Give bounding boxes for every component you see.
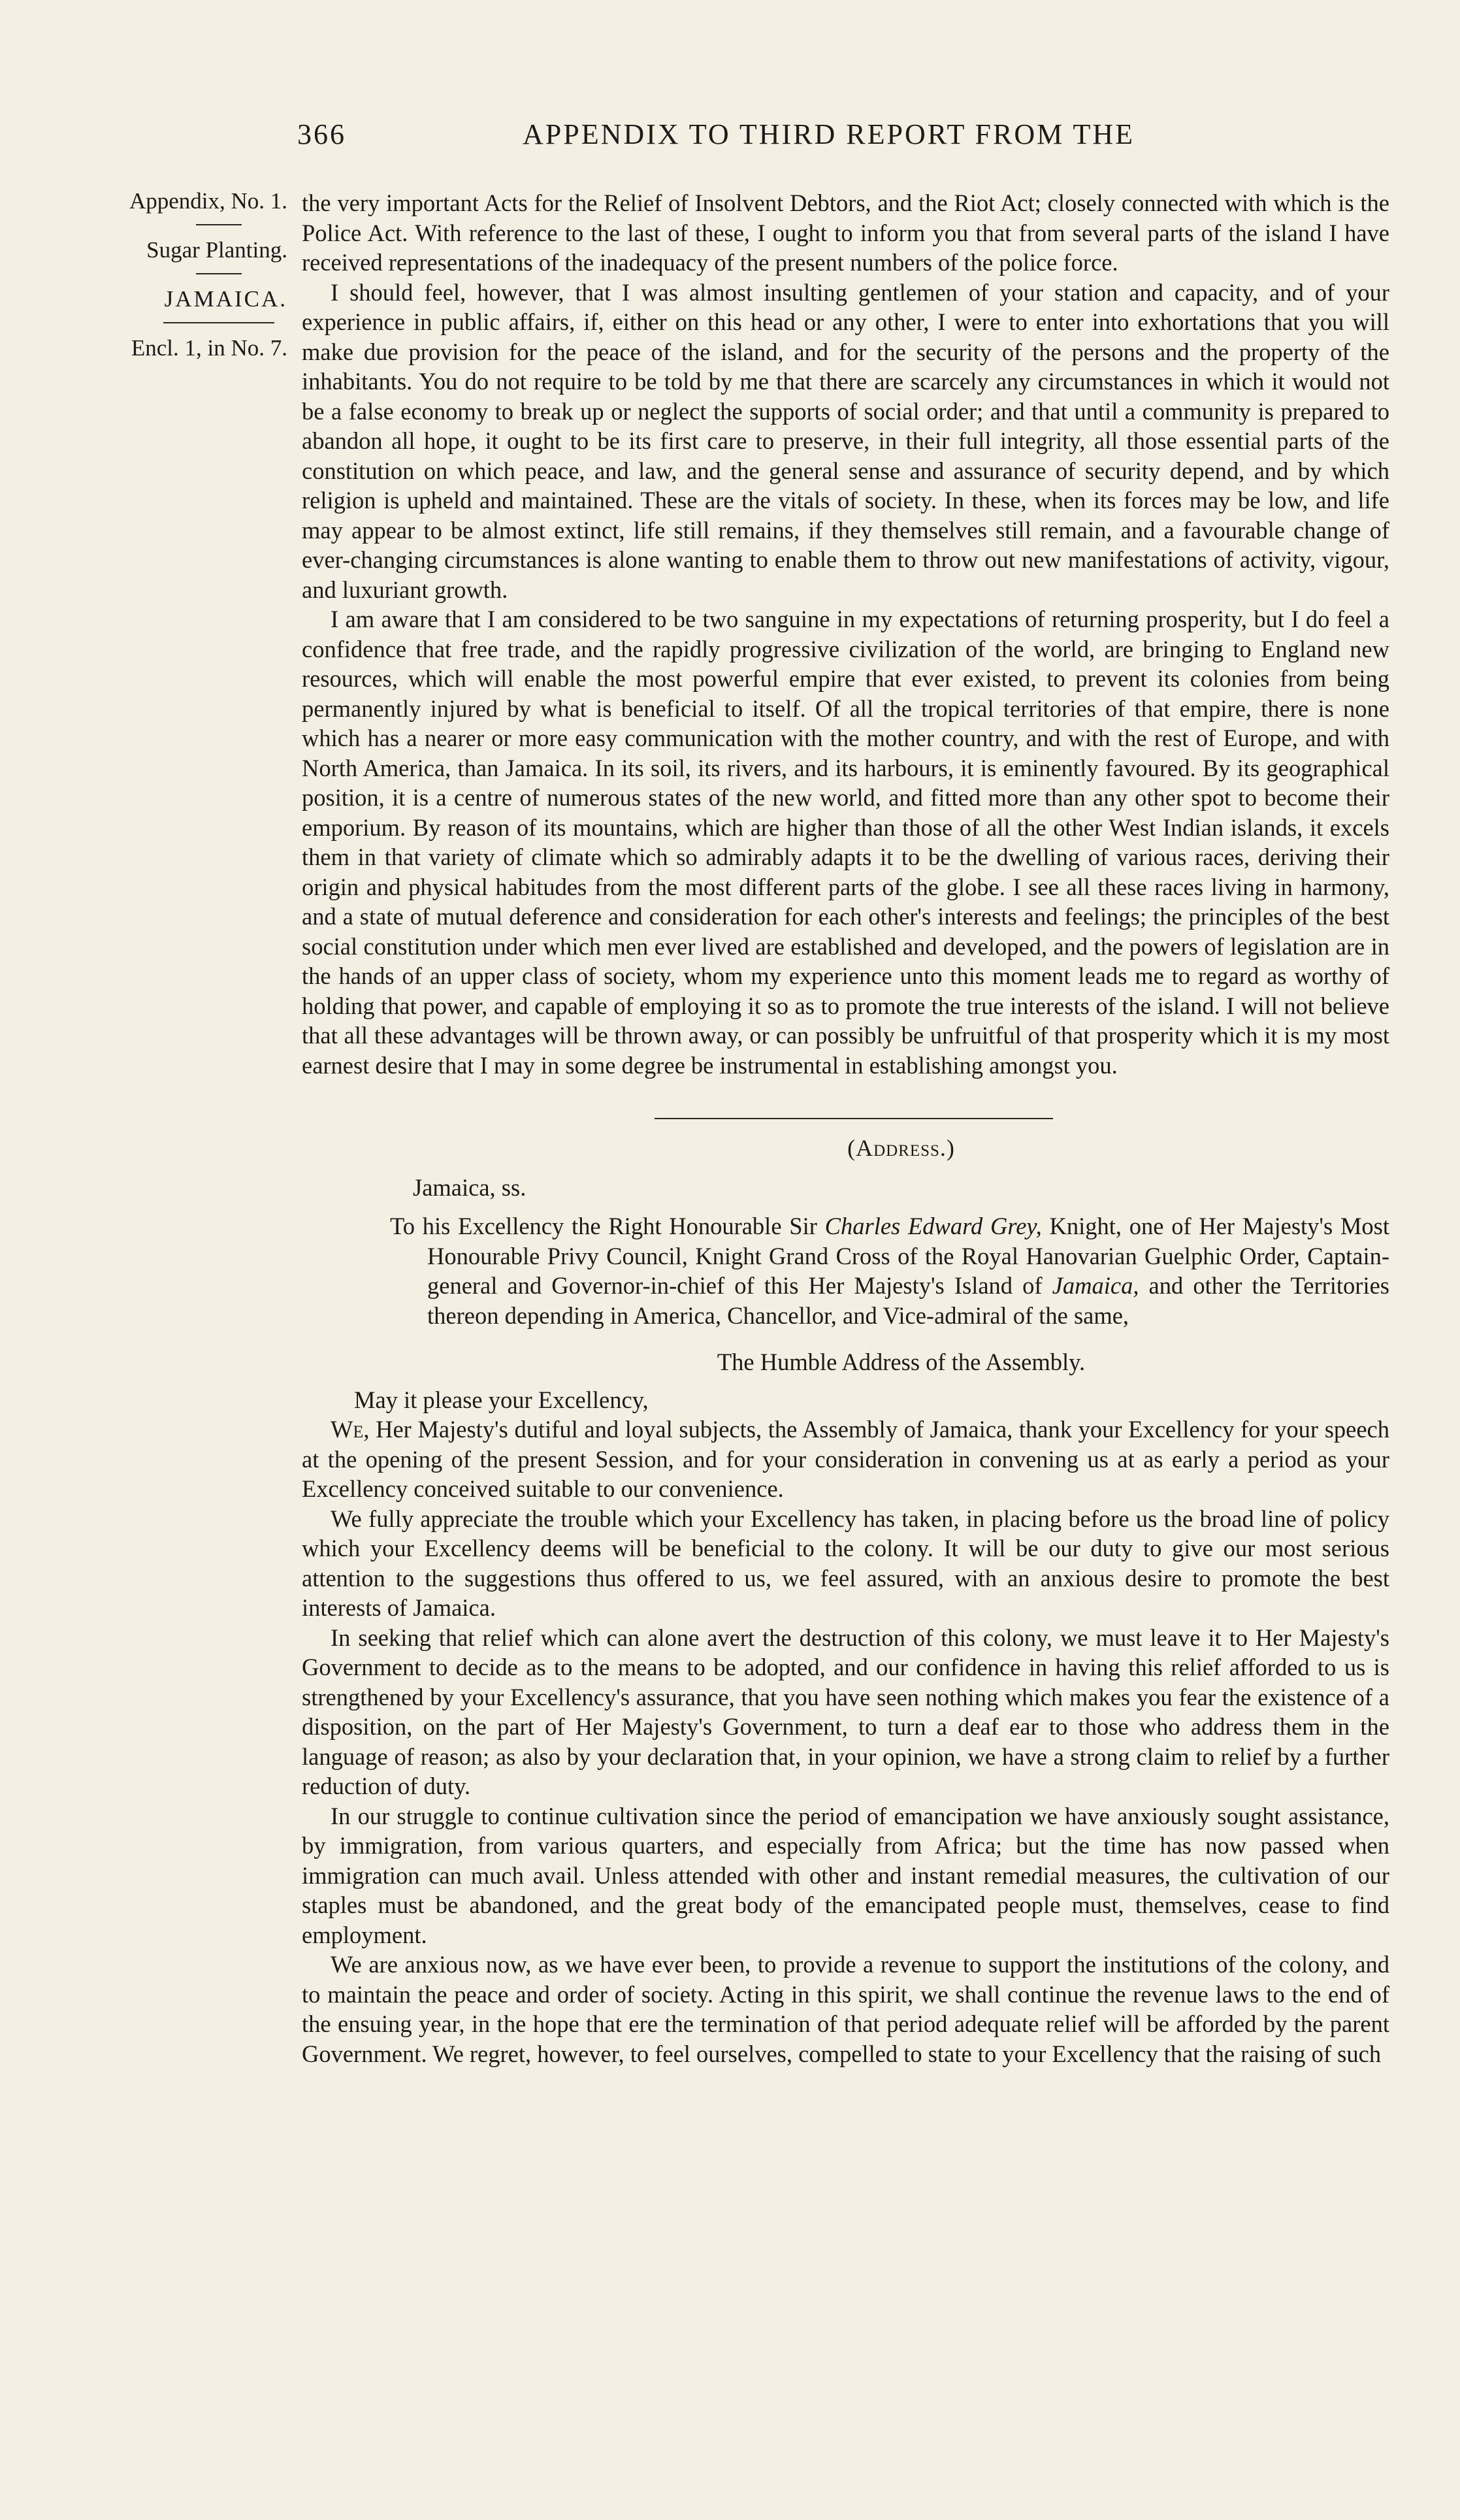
address-recipient: To his Excellency the Right Honourable Sir Charles Edward Grey, Knight, one of Her Majesty's Most Honourable Privy Council, Knight Grand Cross of the Royal Hanovarian Guelphic Order, Captain-general and Governor-in-chief of this Her Majesty's Island of Jamaica, and other the Territories thereon depending in America, Chancellor, and Vice-admiral of the same,: [390, 1213, 1390, 1329]
salutation: May it please your Excellency,: [354, 1386, 649, 1413]
paragraph: I am aware that I am considered to be two sanguine in my expectations of returning prosperity, but I do feel a confidence that free trade, and the rapidly progressive civilization of the world, are bringing to England new resources, which will enable the most powerful empire that ever existed, to prevent its colonies from being permanently injured by what is beneficial to itself. Of all the tropical territories of that empire, there is none which has a nearer or more easy communication with the mother country, and with the rest of Europe, and with North America, than Jamaica. In its soil, its rivers, and its harbours, it is eminently favoured. By its geographical position, it is a centre of numerous states of the new world, and fitted more than any other spot to become their emporium. By reason of its mountains, which are higher than those of all the other West Indian islands, it excels them in that variety of climate which so admirably adapts it to be the dwelling of various races, deriving their origin and physical habitudes from the most different parts of the globe. I see all these races living in harmony, and a state of mutual deference and consideration for each other's interests and feelings; the principles of the best social constitution under which men ever lived are established and developed, and the powers of legislation are in the hands of an upper class of society, whom my experience unto this moment leads me to regard as worthy of holding that power, and capable of employing it so as to promote the true interests of the island. I will not believe that all these advantages will be thrown away, or can possibly be unfruitful of that prosperity which it is my most earnest desire that I may in some degree be instrumental in establishing amongst you.: [302, 606, 1389, 1079]
margin-rule: [196, 273, 242, 274]
paragraph: We fully appreciate the trouble which your Excellency has taken, in placing before us the broad line of policy which your Excellency deems will be beneficial to the colony. It will be our duty to give our most serious attention to the suggestions thus offered to us, we feel assured, with an anxious desire to promote the best interests of Jamaica.: [302, 1505, 1389, 1621]
main-text: [302, 188, 1389, 2069]
paragraph: the very important Acts for the Relief of Insolvent Debtors, and the Riot Act; closely connected with which is the Police Act. With reference to the last of these, I ought to inform you that from several parts of the island I have received representations of the inadequacy of the present numbers of the police force.: [302, 189, 1389, 276]
page-number: 366: [297, 118, 346, 150]
margin-appendix: Appendix, No. 1.: [129, 188, 287, 214]
paragraph: We, Her Majesty's dutiful and loyal subjects, the Assembly of Jamaica, thank your Excellency for your speech at the opening of the present Session, and for your consideration in convening us at as early a period as your Excellency conceived suitable to our convenience.: [302, 1416, 1389, 1502]
address-heading: (Address.): [847, 1135, 955, 1161]
running-title: APPENDIX TO THIRD REPORT FROM THE: [523, 118, 1135, 150]
margin-notes: [72, 189, 287, 371]
paragraph: In our struggle to continue cultivation since the period of emancipation we have anxiously sought assistance, by immigration, from various quarters, and especially from Africa; but the time has now passed when immigration can much avail. Unless attended with other and instant remedial measures, the cultivation of our staples must be abandoned, and the great body of the emancipated people must, themselves, cease to find employment.: [302, 1802, 1389, 1948]
paragraph: In seeking that relief which can alone avert the destruction of this colony, we must leave it to Her Majesty's Government to decide as to the means to be adopted, and our confidence in having this relief afforded to us is strengthened by your Excellency's assurance, that you have seen nothing which makes you fear the existence of a disposition, on the part of Her Majesty's Government, to turn a deaf ear to those who address them in the language of reason; as also by your declaration that, in your opinion, we have a strong claim to relief by a further reduction of duty.: [302, 1624, 1389, 1799]
address-title: The Humble Address of the Assembly.: [717, 1349, 1086, 1375]
recipient-name: Charles Edward Grey,: [824, 1213, 1042, 1239]
margin-rule: [163, 322, 274, 323]
margin-enclosure: Encl. 1, in No. 7.: [131, 335, 287, 361]
margin-place: JAMAICA.: [164, 286, 287, 312]
address-venue: Jamaica, ss.: [413, 1173, 527, 1201]
margin-rule: [196, 224, 242, 225]
island-name: Jamaica,: [1052, 1272, 1139, 1299]
paragraph: We are anxious now, as we have ever been, to provide a revenue to support the institutions of the colony, and to maintain the peace and order of society. Acting in this spirit, we shall continue the revenue laws to the end of the ensuing year, in the hope that ere the termination of that period adequate relief will be afforded by the parent Government. We regret, however, to feel ourselves, compelled to state to your Excellency that the raising of such: [302, 1951, 1389, 2067]
margin-topic: Sugar Planting.: [146, 237, 287, 263]
section-divider: [655, 1118, 1053, 1119]
paragraph: I should feel, however, that I was almost insulting gentlemen of your station and capacity, and of your experience in public affairs, if, either on this head or any other, I were to enter into exhortations that you will make due provision for the peace of the island, and for the security of the persons and the property of the inhabitants. You do not require to be told by me that there are scarcely any circumstances in which it would not be a false economy to break up or neglect the supports of social order; and that until a community is prepared to abandon all hope, it ought to be its first care to preserve, in their full integrity, all those essential parts of the constitution on which peace, and law, and the general sense and assurance of security depend, and by which religion is upheld and maintained. These are the vitals of society. In these, when its forces may be low, and life may appear to be almost extinct, life still remains, if they themselves still remain, and a favourable change of ever-changing circumstances is alone wanting to enable them to throw out new manifestations of activity, vigour, and luxuriant growth.: [302, 278, 1389, 603]
